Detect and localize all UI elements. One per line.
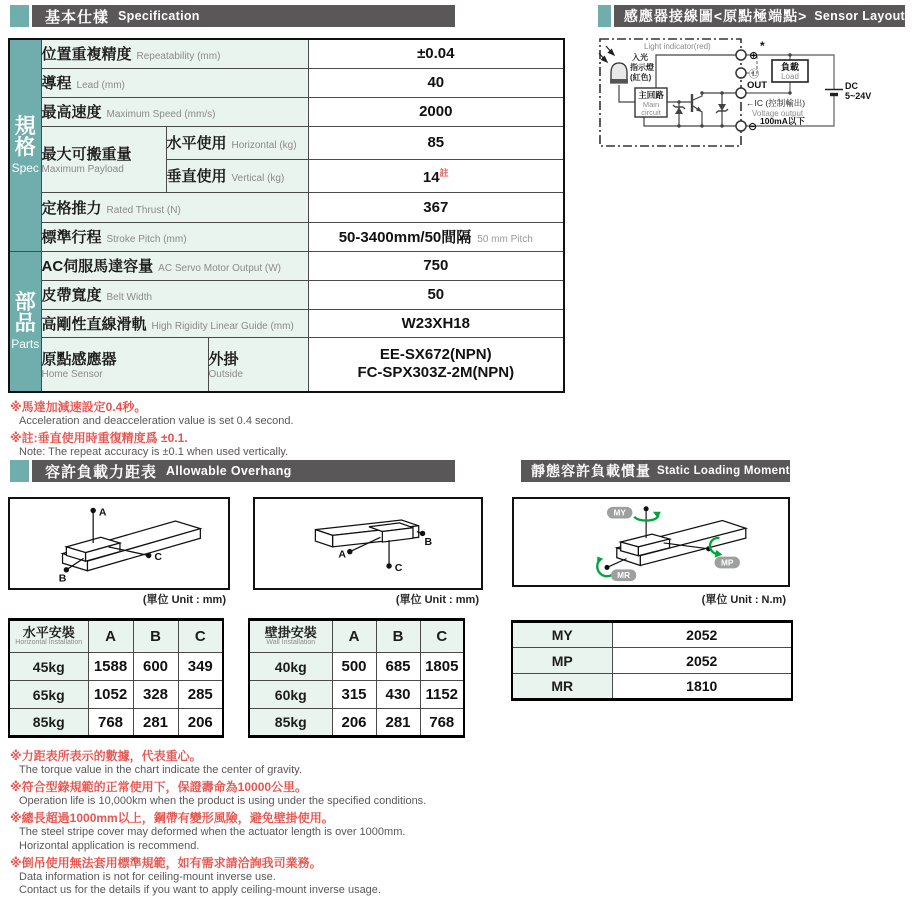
label-stroke: 標準行程 Stroke Pitch (mm)	[41, 222, 308, 251]
axis-a-label: A	[338, 548, 346, 561]
label-home-sensor: 原點感應器 Home Sensor	[41, 337, 208, 392]
col-header-b: B	[133, 620, 178, 653]
spec-notes	[10, 397, 560, 459]
group-spec: 規 格 Spec	[9, 39, 41, 251]
light-arrows-icon	[599, 46, 614, 62]
label-payload-horizontal: 水平使用 Horizontal (kg)	[166, 126, 308, 159]
value-repeatability: ±0.04	[308, 39, 564, 68]
axis-b-label: B	[424, 535, 433, 548]
value-thrust: 367	[308, 192, 564, 222]
light-label-zh1: 入光	[632, 53, 648, 62]
table-row: 40kg 500 685 1805	[249, 653, 464, 681]
note-en: The steel stripe cover may deformed when the actuator length is over 1000mm.	[19, 826, 406, 839]
light-terminal-label: Ⓛ	[749, 69, 759, 81]
overhang-section-header	[10, 460, 455, 482]
note-en: The torque value in the chart indicate the center of gravity.	[19, 764, 302, 776]
axis-b-label: B	[58, 572, 67, 585]
moment-section-header	[518, 460, 790, 482]
minus-terminal-label: ⊖	[748, 121, 758, 133]
table-row: 45kg 1588 600 349	[9, 653, 223, 681]
note-superscript: 註	[439, 167, 449, 178]
horizontal-install-table	[8, 618, 224, 738]
table-row: 60kg 315 430 1152	[249, 681, 464, 709]
wall-install-title: 壁掛安裝 Wall Installation	[249, 620, 332, 653]
teal-accent-square	[10, 460, 29, 482]
table-row	[9, 222, 564, 251]
value-max-speed: 2000	[308, 97, 564, 126]
emitter-arrow	[696, 107, 702, 113]
plus-terminal-label: ⊕	[749, 50, 759, 62]
teal-accent-square	[10, 5, 29, 27]
label-lead: 導程 Lead (mm)	[41, 68, 308, 97]
dc-voltage-label: 5~24V	[845, 91, 872, 101]
table-header-row	[249, 620, 464, 653]
table-row	[9, 280, 564, 309]
sensor-header-zh: 感應器接線圖<原點極端點>	[623, 8, 808, 24]
note-en: Data information is not for ceiling-mount inverse use.	[19, 870, 276, 883]
col-header-b: B	[376, 620, 420, 653]
unit-label-mm: (單位 Unit : mm)	[395, 594, 479, 606]
light-indicator-label: Light indicator(red)	[644, 42, 711, 51]
static-moment-table	[511, 620, 793, 701]
label-motor: AC伺服馬達容量 AC Servo Motor Output (W)	[41, 251, 308, 280]
asterisk-label: *	[760, 39, 765, 53]
value-belt: 50	[308, 280, 564, 309]
table-row: 65kg 1052 328 285	[9, 681, 223, 709]
spec-section-header	[10, 5, 455, 27]
axis-c-label: C	[154, 551, 163, 564]
note-zh: ※力距表所表示的數據，代表重心。	[10, 749, 202, 763]
sensor-wiring-diagram	[594, 36, 912, 166]
note-zh: ※註:垂直使用時重復精度爲 ±0.1.	[10, 431, 188, 446]
table-row	[9, 126, 564, 159]
note-zh: ※符合型錄規範的正常使用下，保證壽命為10000公里。	[10, 780, 308, 795]
table-row: 85kg 206 281 768	[249, 709, 464, 737]
table-row: MY 2052	[512, 622, 792, 648]
value-guide: W23XH18	[308, 309, 564, 337]
dc-label: DC	[845, 81, 858, 91]
axis-c-label: C	[394, 561, 403, 574]
out-terminal-label: OUT	[747, 80, 768, 91]
col-header-a: A	[88, 620, 133, 653]
mr-badge-label: MR	[617, 570, 631, 581]
label-payload-vertical: 垂直使用 Vertical (kg)	[166, 159, 308, 192]
horizontal-install-title: 水平安裝 Horizontal Installation	[9, 620, 88, 653]
label-max-speed: 最高速度 Maximum Speed (mm/s)	[41, 97, 308, 126]
specification-table	[8, 38, 565, 393]
light-label-zh3: (紅色)	[630, 73, 652, 82]
zener-diode-icon	[673, 105, 685, 114]
note-en: Acceleration and deacceleration value is set 0.4 second.	[19, 415, 294, 427]
battery-icon	[825, 90, 843, 95]
value-lead: 40	[308, 68, 564, 97]
led-indicator-icon	[610, 63, 628, 84]
value-payload-horizontal: 85	[308, 126, 564, 159]
group-parts: 部 品 Parts	[9, 251, 41, 392]
bottom-notes	[10, 746, 570, 897]
col-header-c: C	[178, 620, 223, 653]
value-motor: 750	[308, 251, 564, 280]
overhang-header-en: Allowable Overhang	[166, 464, 292, 478]
spec-header-en: Specification	[118, 9, 200, 23]
label-outside: 外掛 Outside	[208, 337, 308, 392]
value-payload-vertical: $14^註$	[308, 159, 564, 192]
note-en: Operation life is 10,000km when the product is using under the specified conditions.	[19, 795, 427, 808]
light-label-zh2: 指示燈	[630, 63, 654, 72]
label-repeatability: 位置重複精度 Repeatability (mm)	[41, 39, 308, 68]
label-thrust: 定格推力 Rated Thrust (N)	[41, 192, 308, 222]
table-row	[9, 251, 564, 280]
label-guide: 高剛性直線滑軌 High Rigidity Linear Guide (mm)	[41, 309, 308, 337]
table-row: MP 2052	[512, 648, 792, 674]
axis-a-label: A	[98, 506, 107, 519]
moment-header-en: Static Loading Moment	[657, 465, 790, 477]
note-en: Horizontal application is recommend.	[19, 839, 200, 852]
zener-diode-icon	[716, 104, 728, 113]
unit-label-nm: (單位 Unit : N.m)	[701, 594, 786, 606]
sensor-header-en: Sensor Layout	[814, 9, 905, 23]
note-en: Contact us for the details if you want to apply ceiling-mount inverse usage.	[19, 883, 381, 896]
value-home-sensor: EE-SX672(NPN) FC-SPX303Z-2M(NPN)	[308, 337, 564, 392]
table-row	[9, 192, 564, 222]
main-circuit-en1: Main	[642, 100, 660, 109]
teal-accent-square	[598, 5, 611, 27]
table-row	[9, 337, 564, 392]
table-row: 85kg 768 281 206	[9, 709, 223, 737]
note-zh: ※總長超過1000mm以上，鋼帶有變形風險，避免壁掛使用。	[10, 811, 334, 826]
label-belt: 皮帶寬度 Belt Width	[41, 280, 308, 309]
table-row	[9, 97, 564, 126]
my-badge-label: MY	[613, 507, 626, 518]
ic-label: ←IC (控制輸出)	[746, 98, 806, 108]
moment-header-zh: 靜態容許負載慣量	[531, 463, 651, 479]
value-stroke: 50-3400mm/50間隔 50 mm Pitch	[308, 222, 564, 251]
note-zh: ※馬達加減速設定0.4秒。	[10, 400, 147, 414]
load-en: Load	[781, 72, 799, 81]
col-header-c: C	[420, 620, 464, 653]
static-moment-diagram	[512, 497, 790, 587]
sensor-section-header	[598, 5, 905, 27]
spec-header-zh: 基本仕樣	[45, 8, 110, 26]
table-row	[9, 39, 564, 68]
table-header-row	[9, 620, 223, 653]
load-zh: 負載	[780, 62, 800, 72]
main-circuit-zh: 主回路	[638, 90, 664, 100]
current-limit-label: 100mA以下	[760, 116, 805, 126]
label-payload: 最大可搬重量 Maximum Payload	[41, 126, 166, 192]
mp-badge-label: MP	[721, 557, 734, 568]
voltage-output-label: Voltage output	[752, 109, 804, 118]
wall-install-table	[248, 618, 465, 738]
overhang-header-zh: 容許負載力距表	[45, 463, 158, 481]
note-zh: ※倒吊使用無法套用標準規範，如有需求請洽詢我司業務。	[10, 855, 322, 870]
main-circuit-en2: circuit	[641, 108, 661, 117]
col-header-a: A	[332, 620, 376, 653]
table-row: MR 1810	[512, 674, 792, 700]
table-row	[9, 309, 564, 337]
terminal-circles	[736, 50, 746, 131]
horizontal-overhang-diagram	[8, 497, 230, 590]
table-row	[9, 68, 564, 97]
note-en: Note: The repeat accuracy is ±0.1 when used vertically.	[19, 446, 289, 459]
wall-overhang-diagram	[253, 497, 483, 590]
unit-label-mm: (單位 Unit : mm)	[142, 594, 226, 606]
